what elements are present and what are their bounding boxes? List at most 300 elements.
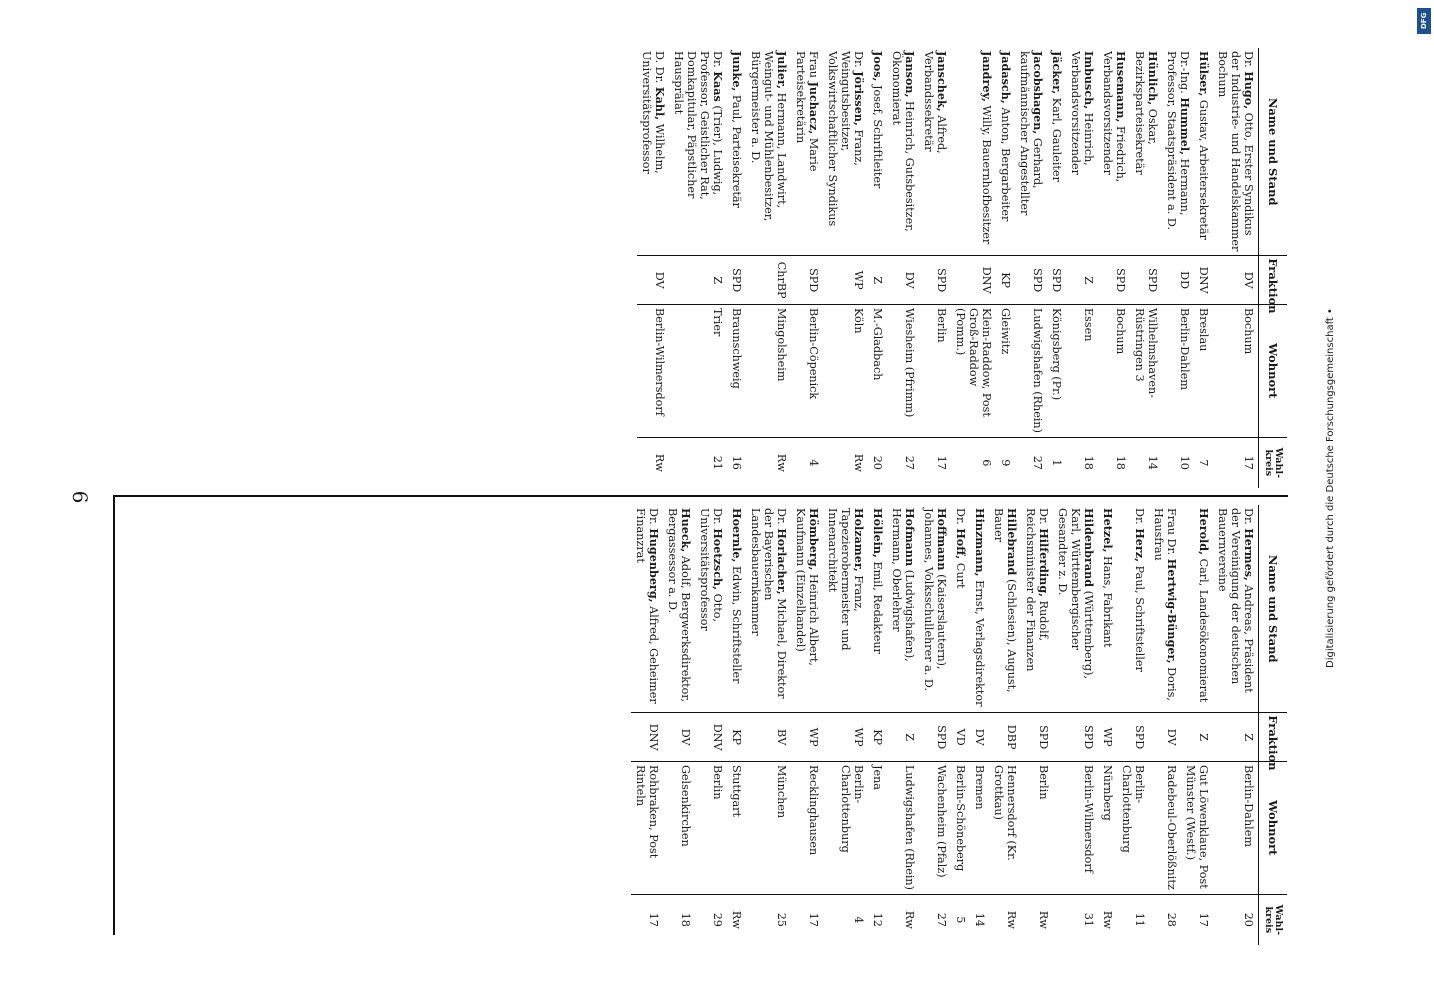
member-name-cell: [989, 505, 1021, 713]
left-table-region: [112, 505, 1287, 945]
member-district: Rw: [903, 910, 916, 929]
table-row: [951, 48, 996, 488]
member-occupation: Alfred, Geheimer Finanzrat: [634, 508, 660, 704]
member-residence: Berlin-Wilmersdorf: [637, 304, 669, 437]
member-name-cell: [919, 505, 951, 713]
member-name-cell: [727, 505, 746, 713]
member-prefix: Dr.: [954, 508, 967, 525]
member-fraction: WP: [791, 713, 823, 762]
member-residence: Ludwigshafen (Rhein): [1015, 304, 1047, 437]
member-name-cell: [1098, 48, 1130, 256]
member-fraction: DNV: [631, 713, 663, 762]
member-fraction: SPD: [1053, 713, 1098, 762]
member-name: Hermes,: [1242, 528, 1256, 581]
member-fraction: Z: [1181, 713, 1213, 762]
member-name: Janschek,: [935, 51, 949, 112]
member-fraction: SPD: [791, 256, 823, 305]
member-fraction: DV: [663, 713, 695, 762]
member-name-cell: [1181, 505, 1213, 713]
member-name: Hoernle,: [730, 508, 744, 563]
table-row: [637, 48, 669, 488]
table-row: [791, 48, 823, 488]
member-name-cell: [1015, 48, 1047, 256]
member-occupation: (Trier), Ludwig, Professor, Geistlicher Rat, Domkapitular, Päpstlicher Hausprälat: [672, 51, 724, 200]
member-name: Janson,: [903, 51, 917, 98]
member-fraction: DV: [970, 713, 989, 762]
member-district: Rw: [1005, 910, 1018, 929]
member-residence: Hennersdorf (Kr. Grottkau): [989, 761, 1021, 894]
member-district: Rw: [1101, 910, 1114, 929]
table-row: [1130, 48, 1162, 488]
table-row: [951, 505, 970, 945]
member-occupation: Paul, Parteisekretär: [730, 94, 743, 208]
member-name: Holzamer,: [852, 508, 866, 572]
member-name-cell: [823, 505, 868, 713]
member-residence: Jena: [868, 761, 887, 894]
member-fraction: KP: [727, 713, 746, 762]
member-name: Jandrey,: [980, 51, 994, 102]
table-row: [919, 505, 951, 945]
table-row: [746, 505, 791, 945]
member-occupation: Andreas, Präsident der Vereinigung der deutschen Bauernvereine: [1216, 508, 1255, 693]
member-district: 27: [935, 912, 948, 927]
member-name: Julier,: [775, 51, 789, 90]
member-residence: Köln: [823, 304, 868, 437]
table-row: [663, 505, 695, 945]
member-residence: Wiesheim (Pfrimm): [887, 304, 919, 437]
member-name: Hummel,: [1178, 97, 1192, 155]
member-name-cell: [746, 505, 791, 713]
table-row: [669, 48, 727, 488]
member-district: 5: [954, 916, 967, 924]
member-district: 25: [775, 912, 788, 927]
member-district: 6: [980, 459, 993, 467]
member-prefix: Dr.: [1242, 51, 1255, 68]
member-fraction: DD: [1162, 256, 1194, 305]
table-row: [887, 48, 919, 488]
member-residence: Radebeul-Oberlößnitz: [1149, 761, 1181, 894]
table-row: [746, 48, 791, 488]
member-name-cell: [695, 505, 727, 713]
member-prefix: Dr.: [1037, 508, 1050, 525]
member-district: 7: [1197, 459, 1210, 467]
member-fraction: Z: [669, 256, 727, 305]
member-prefix: Dr.: [647, 508, 660, 525]
member-occupation: Curt: [954, 562, 967, 589]
member-fraction: SPD: [919, 713, 951, 762]
table-row: [989, 505, 1021, 945]
member-district: Rw: [852, 453, 865, 472]
member-district: 11: [1133, 912, 1146, 927]
member-name-cell: [951, 48, 996, 256]
member-occupation: Carl, Landesökonomierat: [1197, 558, 1210, 703]
member-fraction: SPD: [727, 256, 746, 305]
table-row: [1047, 48, 1066, 488]
member-name: Hülser,: [1197, 51, 1211, 97]
member-district: Rw: [775, 453, 788, 472]
member-name: Junke,: [730, 51, 744, 92]
member-name-cell: [868, 505, 887, 713]
member-occupation: Friedrich, Verbandsvorsitzender: [1101, 51, 1127, 183]
right-table-region: [112, 48, 1287, 488]
member-occupation: Heinrich, Verbandsvorsitzender: [1069, 51, 1095, 176]
member-name: Kahl,: [653, 86, 667, 121]
member-name-cell: [663, 505, 695, 713]
member-occupation: Heinrich, Gutsbesitzer, Ökonomierat: [890, 51, 916, 232]
member-occupation: Hermann, Landwirt, Weingut- und Mühlenbesitzer, Bürgermeister a. D.: [749, 51, 788, 222]
member-residence: Essen: [1066, 304, 1098, 437]
table-row: [868, 48, 887, 488]
table-row: [1162, 48, 1194, 488]
member-residence: Trier: [669, 304, 727, 437]
member-district: 1: [1050, 459, 1063, 467]
member-district: 18: [1082, 455, 1095, 470]
member-occupation: Edwin, Schriftsteller: [730, 566, 743, 684]
member-residence: Braunschweig: [727, 304, 746, 437]
member-occupation: (Württemberg), Karl, Württembergischer Gesandter z. D.: [1056, 508, 1095, 680]
member-prefix: Frau Dr.: [1165, 508, 1178, 556]
member-name: Hünlich,: [1146, 51, 1160, 106]
member-name: Joos,: [871, 51, 885, 82]
member-name: Hildenbrand: [1082, 508, 1096, 588]
member-residence: Gelsenkirchen: [663, 761, 695, 894]
member-name-cell: [727, 48, 746, 256]
member-residence: Wilhelmshaven-Rüstringen 3: [1130, 304, 1162, 437]
member-name-cell: [1053, 505, 1098, 713]
member-fraction: SPD: [1021, 713, 1053, 762]
member-district: 4: [852, 916, 865, 924]
member-district: 17: [807, 912, 820, 927]
member-residence: Berlin-Schöneberg: [951, 761, 970, 894]
member-name-cell: [951, 505, 970, 713]
member-district: 20: [871, 455, 884, 470]
member-name: Hillebrand: [1005, 508, 1019, 576]
table-row: [1117, 505, 1149, 945]
member-name-cell: [1213, 505, 1259, 713]
member-residence: Wachenheim (Pfalz): [919, 761, 951, 894]
member-residence: Berlin-Cöpenick: [791, 304, 823, 437]
member-name: Jadasch,: [999, 51, 1013, 104]
table-row: [727, 48, 746, 488]
member-prefix: Dr.: [852, 51, 865, 68]
member-fraction: DV: [1149, 713, 1181, 762]
member-district: Rw: [1037, 910, 1050, 929]
member-name: Imbusch,: [1082, 51, 1096, 110]
member-fraction: VD: [951, 713, 970, 762]
member-district: 14: [1146, 455, 1159, 470]
member-name: Hetzel,: [1101, 508, 1115, 553]
table-header-row: [1259, 48, 1288, 488]
member-district: 9: [999, 459, 1012, 467]
member-fraction: SPD: [1047, 256, 1066, 305]
member-fraction: BV: [746, 713, 791, 762]
member-prefix: Dr.-Ing.: [1178, 51, 1191, 94]
table-row: [823, 48, 868, 488]
member-name-cell: [791, 48, 823, 256]
member-district: 28: [1165, 912, 1178, 927]
member-name: Herold,: [1197, 508, 1211, 556]
member-district: 29: [711, 912, 724, 927]
member-fraction: DV: [887, 256, 919, 305]
member-residence: Ludwigshafen (Rhein): [887, 761, 919, 894]
member-fraction: Z: [887, 713, 919, 762]
member-fraction: DNV: [1194, 256, 1213, 305]
member-district: 21: [711, 455, 724, 470]
member-prefix: Dr.: [1133, 508, 1146, 525]
member-occupation: Hermann, Professor, Staatspräsident a. D.: [1165, 51, 1191, 231]
member-prefix: Dr.: [1242, 508, 1255, 525]
table-row: [1098, 48, 1130, 488]
page-number: 6: [68, 490, 92, 504]
member-occupation: Emil, Redakteur: [871, 561, 884, 654]
header-residence: Wohnort: [1259, 304, 1288, 437]
member-fraction: Z: [1213, 713, 1259, 762]
member-name: Husemann,: [1114, 51, 1128, 123]
member-occupation: Wilhelm, Universitätsprofessor: [640, 51, 666, 174]
member-residence: Berlin-Wilmersdorf: [1053, 761, 1098, 894]
member-occupation: Adolf, Bergwerksdirektor, Bergassessor a. D.: [666, 508, 692, 703]
member-name-cell: [1021, 505, 1053, 713]
right-table-rotator: [112, 48, 1287, 488]
member-fraction: WP: [823, 713, 868, 762]
member-name: Hueck,: [679, 508, 693, 553]
member-fraction: SPD: [1130, 256, 1162, 305]
member-name: Juchacz,: [807, 81, 821, 135]
table-row: [919, 48, 951, 488]
member-residence: Berlin: [695, 761, 727, 894]
member-district: 27: [903, 455, 916, 470]
member-fraction: SPD: [1117, 713, 1149, 762]
member-district: 14: [973, 912, 986, 927]
member-district: 17: [1197, 912, 1210, 927]
member-district: 4: [807, 459, 820, 467]
table-row: [1194, 48, 1213, 488]
member-fraction: KP: [996, 256, 1015, 305]
member-name-cell: [970, 505, 989, 713]
member-name: Hilferding,: [1037, 528, 1051, 598]
member-name: Hofmann: [903, 508, 917, 567]
member-name-cell: [746, 48, 791, 256]
member-name-cell: [823, 48, 868, 256]
member-residence: Recklinghausen: [791, 761, 823, 894]
header-district: Wahl-kreis: [1259, 437, 1288, 488]
member-name: Jäcker,: [1050, 51, 1064, 95]
member-residence: Berlin: [1021, 761, 1053, 894]
header-name-and-rank: Name und Stand: [1259, 48, 1288, 256]
member-name: Höllein,: [871, 508, 885, 558]
table-row: [868, 505, 887, 945]
member-name: Horlacher,: [775, 528, 789, 595]
member-fraction: ChrBP: [746, 256, 791, 305]
member-name: Hoff,: [954, 528, 968, 560]
member-fraction: SPD: [1015, 256, 1047, 305]
member-fraction: KP: [868, 713, 887, 762]
table-row: [1098, 505, 1117, 945]
member-district: 31: [1082, 912, 1095, 927]
table-row: [727, 505, 746, 945]
member-name: Hoffmann: [935, 508, 949, 571]
member-fraction: DV: [637, 256, 669, 305]
member-residence: Bochum: [1213, 304, 1259, 437]
member-fraction: WP: [1098, 713, 1117, 762]
member-residence: Stuttgart: [727, 761, 746, 894]
member-name-cell: [791, 505, 823, 713]
member-name: Jacobshagen,: [1031, 51, 1045, 135]
table-row: [1053, 505, 1098, 945]
member-residence: Berlin-Charlottenburg: [823, 761, 868, 894]
member-occupation: Otto, Universitätsprofessor: [698, 508, 724, 631]
member-name-cell: [887, 48, 919, 256]
table-header-row: [1259, 505, 1288, 945]
table-row: [1149, 505, 1181, 945]
member-prefix: D. Dr.: [653, 51, 666, 84]
member-residence: Berlin-Dahlem: [1213, 761, 1259, 894]
member-name-cell: [1194, 48, 1213, 256]
table-row: [887, 505, 919, 945]
member-residence: Berlin-Charlottenburg: [1117, 761, 1149, 894]
table-row: [1066, 48, 1098, 488]
table-row: [1181, 505, 1213, 945]
member-district: 17: [1242, 455, 1255, 470]
register-table-left: [631, 505, 1287, 945]
member-residence: Bremen: [970, 761, 989, 894]
table-row: [1015, 48, 1047, 488]
member-prefix: Dr.: [711, 508, 724, 525]
table-row: [631, 505, 663, 945]
member-residence: Gut Löwenklaue, Post Münster (Westf.): [1181, 761, 1213, 894]
member-prefix: Dr.: [711, 51, 724, 68]
member-name: Hoetzsch,: [711, 528, 725, 591]
member-occupation: Michael, Direktor der Bayerischen Landesbauernkammer: [749, 508, 788, 699]
member-district: Rw: [730, 910, 743, 929]
member-occupation: Karl, Gauleiter: [1050, 97, 1063, 182]
member-name: Herz,: [1133, 528, 1147, 563]
member-fraction: DBP: [989, 713, 1021, 762]
member-district: 16: [730, 455, 743, 470]
member-residence: Klein-Raddow, Post Groß-Raddow (Pomm.): [951, 304, 996, 437]
member-occupation: Doris, Hausfrau: [1152, 508, 1178, 701]
member-residence: M.-Gladbach: [868, 304, 887, 437]
member-occupation: Paul, Schriftsteller: [1133, 565, 1146, 672]
member-occupation: Marie Parteisekretärin: [794, 51, 820, 172]
member-name: Kaas: [711, 71, 725, 102]
member-name-cell: [631, 505, 663, 713]
member-name-cell: [637, 48, 669, 256]
member-occupation: Josef, Schriftleiter: [871, 84, 884, 189]
member-residence: Mingolsheim: [746, 304, 791, 437]
member-name-cell: [1117, 505, 1149, 713]
member-residence: Gleiwitz: [996, 304, 1015, 437]
member-occupation: Gustav, Arbeitersekretär: [1197, 99, 1210, 240]
member-name-cell: [1047, 48, 1066, 256]
member-name: Jörissen,: [852, 71, 866, 126]
member-occupation: Franz, Tapezierobermeister und Innenarchitekt: [826, 508, 865, 651]
member-occupation: Oskar, Bezirksparteisekretär: [1133, 51, 1159, 175]
member-name-cell: [1213, 48, 1259, 256]
member-district: 18: [679, 912, 692, 927]
table-row: [1213, 505, 1259, 945]
member-name-cell: [919, 48, 951, 256]
member-prefix: Frau: [807, 51, 820, 78]
member-fraction: Z: [868, 256, 887, 305]
member-fraction: SPD: [919, 256, 951, 305]
table-row: [791, 505, 823, 945]
member-name: Hertwig-Bünger,: [1165, 558, 1179, 664]
member-name-cell: [1130, 48, 1162, 256]
member-occupation: (Ludwigshafen), Hermann, Oberlehrer: [890, 508, 916, 662]
member-occupation: Gerhard, kaufmännischer Angestellter: [1018, 51, 1044, 216]
member-occupation: Anton, Bergarbeiter: [999, 107, 1012, 222]
register-table-right: [637, 48, 1287, 488]
member-occupation: Heinrich Albert, Kaufmann (Einzelhandel): [794, 508, 820, 666]
member-fraction: DNV: [695, 713, 727, 762]
member-district: 17: [647, 912, 660, 927]
member-district: Rw: [653, 453, 666, 472]
header-name-and-rank: Name und Stand: [1259, 505, 1288, 713]
table-row: [970, 505, 989, 945]
dfg-logo: DFG: [1417, 8, 1431, 34]
table-row: [823, 505, 868, 945]
table-row: [1213, 48, 1259, 488]
member-occupation: Rudolf, Reichsminister der Finanzen: [1024, 508, 1050, 672]
member-occupation: Alfred, Verbandssekretär: [922, 51, 948, 154]
header-district: Wahl-kreis: [1259, 894, 1288, 945]
table-row: [1021, 505, 1053, 945]
member-district: 10: [1178, 455, 1191, 470]
member-residence: München: [746, 761, 791, 894]
member-name-cell: [1098, 505, 1117, 713]
member-prefix: Dr.: [775, 508, 788, 525]
member-occupation: Ernst, Verlagsdirektor: [973, 580, 986, 707]
member-residence: Berlin: [919, 304, 951, 437]
header-fraction: Fraktion: [1259, 256, 1288, 305]
member-name-cell: [1162, 48, 1194, 256]
member-residence: Berlin-Dahlem: [1162, 304, 1194, 437]
member-occupation: Hans, Fabrikant: [1101, 556, 1114, 648]
column-divider: [113, 495, 1288, 497]
member-residence: Breslau: [1194, 304, 1213, 437]
member-residence: Königsberg (Pr.): [1047, 304, 1066, 437]
member-district: 20: [1242, 912, 1255, 927]
member-fraction: DV: [1213, 256, 1259, 305]
member-fraction: WP: [823, 256, 868, 305]
member-occupation: Willy, Bauernhofbesitzer: [980, 105, 993, 245]
member-name: Hömberg,: [807, 508, 821, 571]
member-name-cell: [669, 48, 727, 256]
member-name-cell: [868, 48, 887, 256]
member-fraction: DNV: [951, 256, 996, 305]
member-district: 17: [935, 455, 948, 470]
member-name: Hugo,: [1242, 71, 1256, 110]
member-occupation: Franz, Weingutsbesitzer, Volkswirtschaftlicher Syndikus: [826, 51, 865, 227]
left-table-rotator: [112, 505, 1287, 945]
member-fraction: SPD: [1098, 256, 1130, 305]
member-residence: Rohbraken, Post Rinteln: [631, 761, 663, 894]
header-residence: Wohnort: [1259, 761, 1288, 894]
member-name: Hinzmann,: [973, 508, 987, 577]
member-district: 12: [871, 912, 884, 927]
digitization-notice: Digitalisierung gefördert durch die Deutsche Forschungsgemeinschaft •: [1325, 308, 1336, 668]
table-row: [996, 48, 1015, 488]
member-name-cell: [1149, 505, 1181, 713]
member-residence: Nürnberg: [1098, 761, 1117, 894]
member-district: 18: [1114, 455, 1127, 470]
table-row: [695, 505, 727, 945]
member-district: 27: [1031, 455, 1044, 470]
member-occupation: Otto, Erster Syndikus der Industrie- und Handelskammer Bochum: [1216, 51, 1255, 252]
member-residence: Bochum: [1098, 304, 1130, 437]
member-name: Hugenberg,: [647, 528, 661, 603]
